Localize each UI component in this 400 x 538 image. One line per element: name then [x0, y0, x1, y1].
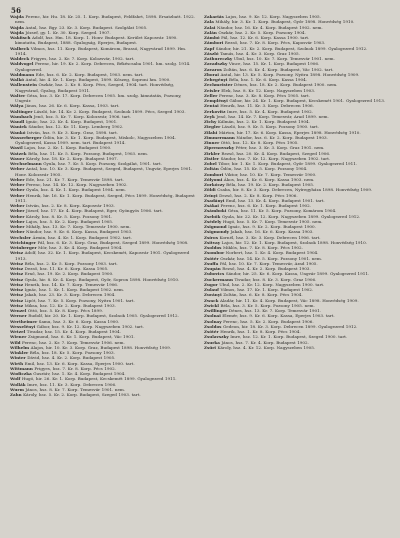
entry-details: Ödön, hir. 3. Kr. 1. Korp. Budapest, Miskolc, Nagyszeben 1904. Gyalogezred, Kassa 1909. nem. tart. Budapest 1914. — [15, 134, 176, 145]
entry-name: Zsuffa — [204, 260, 219, 266]
entry-details: Pál, hsz. 12. Kr. 6. Korp. Kassa 1900. tart. — [221, 35, 310, 40]
entry-name: Zombori — [204, 171, 224, 177]
entry-details: Jenő, hsz. 5. Kr. 7. Korp. Kolozsvár, 1906. tart. — [33, 113, 132, 119]
left-column — [10, 14, 198, 534]
entry-details: Imre, hsz. 12. Kr. 1. Korp. Budapest, Szeged 1900. tart. — [230, 334, 348, 340]
entry-details: Gábor, hir. 24. Kr. 1. Korp. Budapest, Kecskemét 1901. Gyalogezred 1913. — [229, 98, 386, 103]
entry-name: Zsákai — [204, 203, 219, 208]
directory-entry — [204, 345, 392, 350]
entry-details: Ubul, hsz. 2. Kr. 12. Korp. Nagyszeben 1900. tart. — [219, 281, 325, 287]
entry-details: Ármin, hsz. 4. Kr. 1. Korp. Budapest 1902. tart. — [32, 234, 132, 240]
entry-name: Zsulavszky — [204, 334, 229, 340]
entry-name: Zurányi — [204, 292, 222, 298]
entry-name: Zwillinger — [204, 308, 228, 313]
entry-name: Zuckermann — [204, 276, 233, 282]
entry-details: Norbert, hsz. 1. Kr. 4. Korp. Budapest 1904. — [225, 250, 319, 256]
entry-name: Zsámboki — [204, 208, 227, 214]
entry-name: Weisz — [10, 271, 24, 277]
entry-details: János, hsz. 8. Kr. 7. Korp. Temesvár 1901. nem. — [25, 386, 126, 392]
entry-details: Dénes, hsz. 13. Kr. 7. Korp. Temesvár 1901. — [228, 308, 321, 313]
entry-name: Weber — [10, 166, 25, 172]
entry-name: Zsolnay — [204, 318, 222, 324]
entry-details: Henrik, hir. 16. Kr. 1. Korp. Budapest, Szeged, Pécs 1899. Honvédség, Budapest 1911. — [15, 192, 195, 203]
entry-details: Károly, hsz. 5. Kr. 2. Korp. Budapest, Szeged 1903. tart. — [23, 392, 141, 397]
entry-name: Zeisler — [204, 87, 220, 93]
entry-name: Zahn — [10, 392, 22, 397]
entry-name: Wertheimer — [10, 318, 38, 324]
entry-name: Weisz — [10, 276, 24, 282]
entry-details: László, hsz. 9. Kr. 5. Korp. Pozsony 1900. tart. — [221, 124, 319, 130]
entry-name: Wodiczka — [10, 371, 32, 376]
entry-details: Sándor, hsz. 7. Kr. 12. Korp. Nagyszeben 1902. tart. — [220, 155, 331, 161]
entry-details: Viktor, hsz. 10. Kr. 7. Korp. Temesvár 1900. — [224, 171, 317, 177]
entry-details: Frigyes, hsz. 2. Kr. 7. Korp. Kolozsvár, 1902. tart. — [30, 56, 135, 61]
entry-details: Emil, hsz. 13. Kr. 6. Korp. Kassa, Eperjes 1900. tart. — [24, 360, 135, 366]
entry-details: Ede, hsz. 6. Kr. 2. Korp. Budapest, 1903. nem. tart. — [35, 71, 144, 77]
directory-entry — [10, 46, 198, 57]
entry-name: Zsitvay — [204, 239, 221, 245]
entry-name: Wandl — [10, 119, 25, 124]
directory-entry — [10, 193, 198, 204]
entry-name: Wasserberger — [10, 134, 42, 140]
entry-details: Ákos, hsz. 4. Kr. 6. Korp. Kassa 1903. nem. — [223, 176, 315, 182]
entry-details: Csaba, hir. 8. Kr. 3. Korp. Debrecen, Nyíregyháza 1898. Honvédség 1909. — [217, 187, 373, 193]
page-number: 56 — [11, 6, 22, 15]
entry-name: Weber — [10, 224, 25, 229]
entry-name: Wajda — [10, 14, 24, 19]
entry-name: Zsolnai — [204, 313, 221, 319]
entry-name: Zsótér — [204, 329, 219, 334]
entry-name: Walbeck — [10, 45, 30, 51]
text-columns — [10, 14, 392, 534]
entry-details: Imre, hsz. 11. Kr. 3. Korp. Debrecen 1906. — [27, 381, 117, 387]
entry-details: Lajos, hir. 12. Kr. 1. Korp. Budapest, Szolnok 1898. Honvédség 1910. — [221, 239, 368, 245]
entry-name: Zakariás — [204, 14, 224, 19]
entry-details: Rezső, hsz. 4. Kr. 2. Korp. Budapest 1903. — [222, 266, 311, 271]
entry-details: Ferenc, hsz. 3. Kr. 8. Korp. Pécs 1905. tart. — [218, 92, 310, 98]
entry-name: Watzek — [10, 150, 27, 156]
entry-details: Károly, hsz. 8. Kr. 5. Korp. Pozsony 1901. — [26, 213, 113, 219]
entry-name: Zsadányi — [204, 197, 225, 203]
entry-details: Dávid, hsz. 4. Kr. 2. Korp. Budapest 1905. — [27, 355, 116, 361]
entry-details: Rezső, hsz. 20. Kr. 4. Korp. Budapest, Szeged 1906. — [221, 150, 331, 156]
entry-name: Weisz — [10, 292, 24, 298]
entry-details: Henrik, hsz. 14. Kr. 7. Korp. Temesvár 1906. — [24, 281, 119, 287]
entry-name: Weber — [10, 218, 25, 224]
entry-name: Weber — [10, 213, 25, 219]
entry-details: István, hsz. 9. Kr. 3. Korp. Graz, 1898. tart. — [26, 129, 119, 135]
entry-name: Weber — [10, 176, 25, 182]
entry-name: Zsoldos — [204, 245, 222, 250]
entry-details: Oszkár, hsz. 14. Kr. 5. Korp. Pozsony 1901. nem. — [220, 255, 323, 261]
entry-name: Zborai — [204, 71, 219, 77]
directory-entry — [10, 250, 198, 261]
entry-details: Ignác, hsz. 9. Kr. 2. Korp. Budapest 1900. — [228, 224, 316, 229]
entry-details: László, hir. 14. Kr. 2. Korp. Budapest, Szolnok 1899. Pécs, Szeged 1903. — [34, 108, 186, 114]
entry-details: Károly, hsz. 4. Kr. 12. Korp. Nagyszeben 1905. — [217, 344, 316, 350]
entry-details: Henrik, hsz. 11. Kr. 3. Korp. Debrecen 1906. — [220, 103, 314, 109]
entry-details: Vilmos, hsz. 17. Kr. 1. Korp. Budapest 1902. — [220, 287, 314, 292]
entry-name: Weisz — [10, 287, 24, 292]
entry-name: Zsigmondy — [204, 229, 229, 235]
entry-name: Zsombor — [204, 250, 225, 256]
entry-details: Hugó, hsz. 5. Kr. 7. Korp. Temesvár 1905. nem. — [222, 218, 323, 224]
entry-details: Mór, hsz. 3. Kr. 4. Korp. Budapest 1904. — [38, 245, 123, 250]
entry-name: Wajda — [10, 24, 24, 30]
entry-details: Mihály, hsz. 13. Kr. 7. Korp. Temesvár 1900. nem. — [26, 224, 131, 229]
entry-details: Géza, hsz. 3. Kr. 17. Korp. Debrecen 1905. hm. szolg. kimutatás, Pozsony, Ungvár. — [15, 92, 182, 103]
entry-details: István, hsz. 2. Kr. 8. Korp. Kaposvár 1903. — [26, 203, 115, 208]
entry-details: Ferenc, hsz. 14. Kr. 12. Korp. Nagyszeben 1902. — [26, 182, 128, 187]
entry-details: Adolf, hsz. 32. Kr. 1. Korp. Budapest, Kecskemét, Kaposvár 1901. Gyalogezred 1913. — [15, 250, 190, 261]
entry-name: Weisz — [10, 302, 24, 308]
entry-name: Weisz — [10, 250, 24, 256]
entry-name: Zubovics — [204, 271, 225, 277]
entry-details: Dezső, hsz. 2. Kr. 8. Korp. Pécs 1906. — [219, 192, 298, 198]
entry-name: Wolf — [10, 376, 21, 382]
entry-name: Zólyomi — [204, 176, 223, 182]
entry-details: Sándor, hir. 21. Kr. 2. Korp. Budapest, Szolnok 1899. Gyalogezred 1912. — [215, 45, 368, 51]
entry-details: Antal, hsz. 10. Kr. 3. Korp. Budapest, Szeged, Budapest, Ungvár, Eperjes 1901. Honv. Kolozsvár 1905. — [15, 166, 193, 177]
entry-details: Gedeon, hir. 18. Kr. 3. Korp. Debrecen 1899. Gyalogezred 1912. — [223, 323, 358, 329]
entry-name: Wechsler — [10, 234, 31, 240]
entry-name: Zavaros — [204, 66, 222, 72]
entry-details: Lajos, hsz. 5. Kr. 2. Korp. Budapest 1905. — [26, 218, 114, 224]
entry-details: József, hsz. 17. Kr. 4. Korp. Budapest, Eger, Gyöngyös 1906. tart. — [26, 208, 163, 214]
entry-details: Gusztáv, hsz. 1. Kr. 4. Korp. Budapest 1904. — [33, 371, 126, 376]
entry-details: Antal, hir. 13. Kr. 5. Korp. Pozsony, Nyitra 1898. Honvédség 1909. — [220, 71, 360, 77]
entry-name: Wálya — [10, 103, 24, 109]
entry-details: Lipót, hsz. 7. Kr. 5. Korp. Pozsony, Nyitra 1901. tart. — [24, 297, 135, 303]
entry-details: Frigyes, hsz. 7. Kr. 8. Korp. Pécs 1902. — [34, 365, 116, 371]
entry-name: Waldeck — [10, 56, 30, 61]
directory-entry — [10, 135, 198, 146]
entry-name: Wechselmann — [10, 161, 42, 166]
directory-entry — [10, 82, 198, 93]
entry-details: Pál, hsz. 6. Kr. 3. Korp. Graz, Budapest, Szeged 1899. Honvédség 1908. — [37, 239, 189, 245]
entry-name: Zimmermann — [204, 134, 235, 140]
entry-details: Gábor, hsz. 9. Kr. 12. Korp. Nagyszeben 1902. tart. — [36, 323, 145, 329]
entry-name: Zwickl — [204, 302, 219, 308]
entry-details: Kálmán, hsz. 2. Kr. 1. Korp. Budapest 1904. — [217, 119, 310, 124]
entry-name: Zathureczky — [204, 56, 233, 61]
entry-name: Zichy — [204, 119, 217, 124]
entry-name: Wurm — [10, 386, 24, 392]
entry-details: Jakab, hsz. 23. Kr. 3. Korp. Debrecen 1904. — [24, 292, 116, 298]
entry-name: Zoltán — [204, 166, 219, 172]
entry-details: Ignác, hsz. 1. Kr. 1. Korp. Budapest 1902. nem. — [24, 287, 125, 292]
right-column — [204, 14, 392, 534]
entry-name: Zebegényi — [204, 77, 228, 82]
entry-name: Zemplényi — [204, 98, 228, 103]
entry-name: Winkler — [10, 350, 29, 355]
directory-entry — [10, 166, 198, 177]
entry-details: Sándor, hsz. 12. Kr. 11. Korp. Lemberg 1902. — [28, 124, 124, 130]
entry-details: Tamás, hsz. 4. Kr. 3. Korp. Graz 1905. — [220, 50, 300, 56]
entry-name: Weber — [10, 229, 25, 235]
entry-details: Henrik, hsz. 1. Kr. 8. Korp. Pécs 1904. — [220, 329, 301, 334]
entry-details: Antal, hir. 4. Kr. 1. Korp. Budapest, 1899. Kőszeg, Soproni hm. 1900. — [25, 77, 171, 82]
entry-details: János, hsz. 7. Kr. 4. Korp. Budapest 1902. — [221, 339, 309, 345]
entry-details: Hugó, hir. 26. Kr. 1. Korp. Budapest, Kecskemét 1899. Gyalogezred 1911. — [21, 376, 177, 382]
directory-entry — [10, 35, 198, 46]
entry-details: Ödön, hsz. 15. Kr. 5. Korp. Pozsony 1904. — [220, 166, 308, 172]
entry-details: Dénes, hsz. 18. Kr. 2. Korp. Budapest 1900. nem. — [234, 82, 338, 88]
entry-details: Zoltán, hsz. 6. Kr. 8. Korp. Pécs 1904. — [223, 292, 303, 298]
entry-details: Nándor, hsz. 9. Kr. 6. Korp. Kassa, Budapest 1903. — [26, 229, 133, 235]
entry-details: Emil, hsz. 13. Kr. 4. Korp. Budapest 1901. tart. — [225, 197, 325, 203]
entry-details: Tivadar, hsz. 15. Kr. 4. Korp. Budapest 1904. — [26, 329, 121, 334]
entry-details: József, gy. 1. Kr. 30. Korp. Szeged. 1907. — [25, 29, 111, 35]
entry-name: Zwack — [204, 297, 219, 303]
entry-details: Zoltán, hsz. 6. Kr. 4. Korp. Budapest, Vác 1902. tart. — [223, 66, 334, 72]
entry-name: Waniek — [10, 124, 27, 130]
entry-details: Ferenc, hir. 19. Kr. 2. Korp. Debrecen, Békéscsaba 1901. hm. szolg. 1914. Gyalogezred. — [15, 61, 191, 72]
entry-name: Weisz — [10, 260, 24, 266]
entry-details: Ede, hsz. 21. Kr. 7. Korp. Temesvár 1898. tart. — [26, 176, 124, 182]
entry-name: Weber — [10, 187, 25, 193]
entry-name: Zechmeister — [204, 82, 233, 88]
entry-name: Ziegler — [204, 124, 221, 130]
entry-name: Weber — [10, 192, 25, 198]
entry-name: Waldmann — [10, 71, 35, 77]
entry-name: Weisz — [10, 297, 24, 303]
entry-details: Elemér, hsz. 9. Kr. 6. Korp. Kassa, Eperjes 1903. tart. — [222, 313, 335, 319]
entry-name: Zapf — [204, 45, 215, 51]
entry-details: Ernő, hsz. 19. Kr. 2. Korp. Budapest 1900. — [24, 271, 114, 277]
entry-name: Wetzel — [10, 329, 26, 334]
entry-name: Walkó — [10, 77, 25, 82]
entry-name: Wiener — [10, 334, 27, 340]
entry-name: Zobel — [204, 161, 217, 166]
entry-name: Zeyk — [204, 113, 215, 119]
entry-details: Dezső, hsz. 11. Kr. 6. Korp. Kassa 1905. — [24, 266, 109, 271]
entry-details: Béla, hsz. 2. Kr. 5. Korp. Pozsony 1903. tart. — [24, 260, 118, 266]
entry-details: Rezső, hsz. 7. Kr. 8. Korp. Pécs, Kaposvár 1903. — [224, 40, 326, 46]
entry-name: Weichinger — [10, 239, 37, 245]
entry-details: Pál, hsz. 10. Kr. 7. Korp. Temesvár, Arad 1905. — [219, 260, 318, 266]
entry-name: Weber — [10, 182, 25, 187]
entry-name: Zöldi — [204, 187, 216, 193]
entry-name: Zerkovitz — [204, 108, 226, 114]
entry-name: Wollák — [10, 381, 26, 387]
entry-name: Zsoldos — [204, 323, 222, 329]
entry-name: Zinner — [204, 140, 220, 145]
entry-details: Ubul, hsz. 10. Kr. 7. Korp. Temesvár 1901. nem. — [233, 56, 335, 61]
entry-details: Ferenc, hsz. 5. Kr. 2. Korp. Budapest 1906. — [223, 318, 314, 324]
entry-name: Zulauf — [204, 287, 219, 292]
entry-name: Zrínyi — [204, 192, 218, 198]
entry-name: Zugor — [204, 281, 218, 287]
entry-name: Zeller — [204, 92, 218, 98]
entry-details: Lajos, hsz. 9. Kr. 12. Korp. Nagyszeben 1905. — [225, 14, 321, 19]
entry-name: Weber — [10, 208, 25, 214]
entry-name: Wakfisch — [10, 35, 31, 40]
entry-details: Kornél, hsz. 3. Kr. 3. Korp. Debrecen 1906. tart. — [219, 234, 321, 240]
entry-name: Zászló — [204, 50, 219, 56]
entry-name: Zirkler — [204, 150, 220, 156]
entry-details: Aladár, hir. 11. Kr. 4. Korp. Budapest, Vác 1898. Honvédség 1909. — [220, 297, 359, 303]
entry-details: Vince, hsz. 15. Kr. 1. Korp. Budapest 1906. — [228, 61, 320, 67]
entry-name: Zorkóczy — [204, 182, 225, 187]
entry-name: Zipernovszky — [204, 145, 235, 151]
entry-name: Wittmann — [10, 365, 33, 371]
entry-details: Jakab, hsz. 16. Kr. 6. Korp. Kassa 1903. — [230, 229, 314, 235]
entry-details: Lajos, hsz. 2. Kr. 1. Korp. Budapest 1900. — [24, 145, 112, 151]
entry-name: Wallenstein — [10, 82, 37, 88]
entry-details: Béla, hsz. 11. Kr. 5. Korp. Pozsony, Budapest, 1903. nem. — [28, 150, 149, 156]
entry-details: Oszkár, hsz. 2. Kr. 5. Korp. Pozsony 1904. — [218, 29, 306, 35]
entry-details: Ferenc, hsz. 2. Kr. 7. Korp. Temesvár 1906. nem. — [22, 339, 125, 345]
entry-details: Ferenc, hir. Hu. 18. Kr. 25. 1. Korp. Budapest, Feldfahrt, 1898. Ersatzbatt. 1922. nem. — [15, 14, 196, 25]
entry-name: Zsurka — [204, 339, 220, 345]
entry-name: Zsigmond — [204, 224, 227, 229]
entry-name: Zámbori — [204, 40, 224, 46]
entry-details: János, hsz. 26. Kr. 6. Korp. Kassa, 1903. tart. — [25, 103, 120, 109]
entry-details: Samu, hsz. 3. Kr. 6. Korp. Kassa 1900. — [38, 318, 120, 324]
entry-name: Wild — [10, 339, 21, 345]
entry-name: Winter — [10, 355, 26, 361]
entry-details: Péter, hsz. 3. Kr. 3. Korp. Graz 1901. nem. — [235, 145, 325, 151]
entry-details: Ferenc, hsz. 6. Kr. 1. Korp. Budapest 1902. — [220, 203, 312, 208]
entry-details: Miklós, hsz. 7. Kr. 8. Korp. Pécs 1902. — [223, 245, 303, 250]
entry-details: Imre, hsz. 5. Kr. 4. Korp. Budapest 1902. — [226, 108, 314, 114]
entry-name: Wenzel — [10, 308, 27, 313]
entry-details: Gyula, hir. 22. Kr. 12. Korp. Nagyszeben 1899. Gyalogezred 1912. — [221, 213, 361, 219]
entry-name: Wajda — [10, 29, 24, 35]
entry-details: Oszkár, hsz. 2. Kr. 8. Korp. Pécs, Szeged, 1904. tart. Honvédség, Nagyvárad, Gyalog, Budapest 1911. — [15, 82, 175, 93]
directory-entry — [10, 61, 198, 72]
entry-details: Tivadar, hsz. 8. Kr. 3. Korp. Graz 1906. — [234, 276, 317, 282]
entry-details: Béla, hsz. 1. Kr. 6. Korp. Kassa 1904. — [228, 77, 307, 82]
entry-details: Gyula, hsz. 7. Kr. 5. Korp. Pozsony, Szolgálat, 1901. tart. — [43, 161, 162, 166]
entry-name: Zala — [204, 19, 214, 25]
entry-name: Waltinger — [10, 108, 33, 114]
entry-name: Zsűri — [204, 344, 216, 350]
entry-details: Nándor, hsz. 6. Kr. 2. Korp. Budapest 1903. — [236, 134, 328, 140]
entry-name: Wauer — [10, 155, 25, 161]
entry-name: Zentai — [204, 103, 219, 109]
entry-details: Ottó, hsz. 12. Kr. 8. Korp. Pécs 1905. — [220, 140, 299, 145]
entry-name: Zistler — [204, 155, 220, 161]
entry-details: Rudolf, hir. 20. Kr. 1. Korp. Budapest, Szolnok 1905. Gyalogezred 1912. — [28, 313, 179, 319]
entry-details: Géza, hsz. 11. Kr. 5. Korp. Pozsony, Komárom 1904. — [227, 208, 337, 214]
entry-name: Wirth — [10, 360, 24, 366]
entry-details: Gyula, hsz. 4. Kr. 1. Korp. Budapest 1904. nem. — [26, 187, 126, 193]
entry-details: Jenő, hsz. 14. Kr. 7. Korp. Temesvár, Arad 1899. nem. — [216, 113, 329, 119]
directory-entry — [10, 392, 198, 397]
entry-details: Zsigmond, hsz. 6. Kr. 1. Korp. Budapest, Vác 1901. — [27, 334, 135, 340]
entry-name: Zavadszky — [204, 61, 228, 67]
entry-name: Zsédely — [204, 218, 222, 224]
entry-details: Márton, hir. 17. Kr. 6. Korp. Kassa, Eperjes 1898. Honvédség 1910. — [218, 129, 361, 135]
entry-name: Weber — [10, 203, 25, 208]
entry-name: Walter — [10, 92, 26, 98]
entry-name: Weinberger — [10, 245, 37, 250]
entry-name: Wesselényi — [10, 323, 36, 329]
entry-details: Adolf, hsz. Hm. 18. Korp. 1. Honv. Budapest. Kerület Kaposvár. 1890. kimutatta, Budapest, 1888. Gyalogság, Eperjes, Budapest. — [15, 35, 178, 46]
entry-details: Gyula, hir. 8. Kr. 4. Korp. Budapest, Győr, Sopron 1898. Honvédség 1910. — [24, 276, 180, 282]
entry-details: Tibor, hir. 1. Kr. 1. Korp. Budapest, Győr 1899. Gyalogezred 1911. — [218, 161, 358, 166]
entry-name: Zsupán — [204, 266, 221, 271]
directory-entry — [10, 93, 198, 104]
entry-details: Antal, hsz. Bgy. 23. Kr. 3. Korp. Budapest. Szolgálat 1905. — [25, 24, 148, 30]
entry-details: Nándor, hsz. 16. Kr. 4. Korp. Budapest 1902. nem. — [216, 24, 323, 30]
entry-details: Vilmos, hsz. 11. Korp. Budapest, Komárom, Brassó, Nagyvárad 1899. Hm. 1914. — [15, 45, 187, 56]
entry-name: Werner — [10, 313, 27, 319]
entry-name: Zámbó — [204, 35, 220, 40]
entry-details: Elek, hsz. 8. Kr. 12. Korp. Nagyszeben 1903. — [221, 87, 316, 93]
entry-name: Wambach — [10, 113, 33, 119]
entry-name: Zsótér — [204, 255, 219, 261]
entry-name: Zsíros — [204, 234, 219, 240]
entry-name: Wastl — [10, 145, 23, 151]
entry-name: Zalán — [204, 29, 217, 35]
entry-details: Béla, hsz. 18. Kr. 5. Korp. Pozsony 1903. — [29, 350, 115, 355]
directory-entry — [10, 14, 198, 25]
entry-name: Zilahi — [204, 129, 218, 135]
entry-details: Béla, hsz. 19. Kr. 2. Korp. Budapest 1905. — [226, 182, 315, 187]
entry-details: Béla, hsz. 3. Kr. 5. Korp. Pozsony 1905. nem. — [220, 302, 315, 308]
entry-details: Sándor, hir. 25. Kr. 6. Korp. Kassa, Ungvár 1899. Gyalogezred 1911. — [225, 271, 370, 277]
entry-details: Ottó, hsz. 5. Kr. 8. Korp. Pécs 1899. — [27, 308, 104, 313]
entry-name: Zsebők — [204, 213, 221, 219]
entry-name: Weisz — [10, 266, 24, 271]
entry-name: Zalai — [204, 24, 216, 30]
entry-details: Mihály, hir. 3. Kr. 1. Korp. Budapest, Győr 1898. Honvédség 1910. — [215, 19, 355, 25]
entry-details: Alajos, hir. 10. Kr. 3. Korp. Graz, Budapest 1898. Honvédség 1909. — [30, 344, 172, 350]
entry-details: Miksa, hsz. 12. Kr. 2. Korp. Budapest 1903. — [24, 302, 116, 308]
entry-name: Wankó — [10, 129, 26, 135]
entry-details: Ignác, hsz. 22. Kr. 4. Korp. Budapest, 1901. — [25, 119, 118, 124]
entry-name: Wilhelm — [10, 344, 30, 350]
entry-name: Weisz — [10, 281, 24, 287]
entry-name: Waldvogel — [10, 61, 34, 67]
entry-details: Károly, hsz. 18. Kr. 2. Korp. Budapest 1907. — [26, 155, 118, 161]
